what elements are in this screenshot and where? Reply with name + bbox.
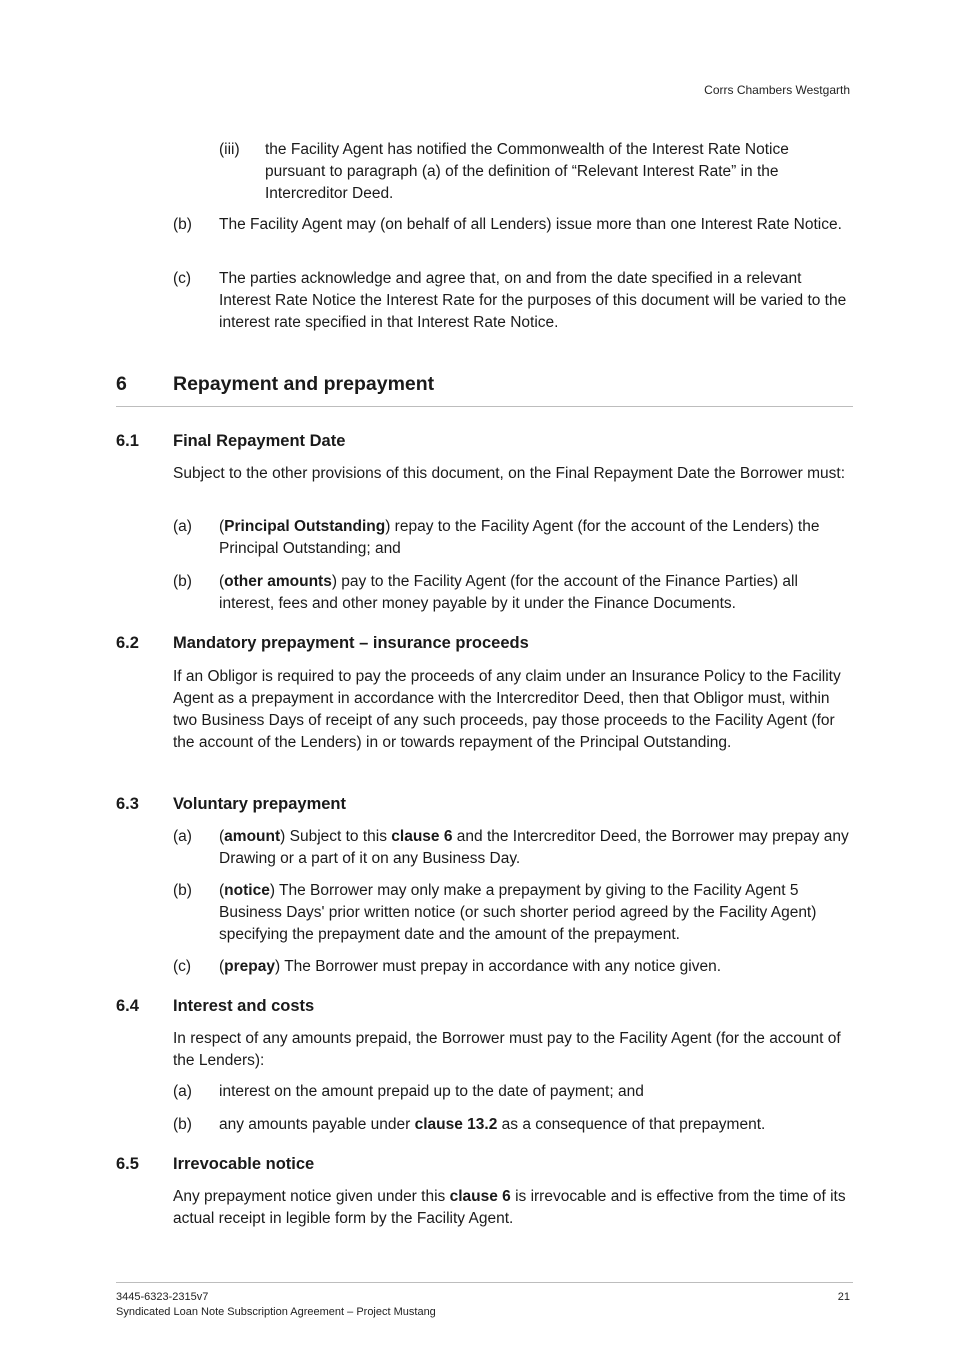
footer-doc-title: Syndicated Loan Note Subscription Agreement – Project Mustang bbox=[116, 1306, 436, 1318]
item-text: (other amounts) pay to the Facility Agent (for the account of the Finance Parties) all interest, fees and other money payable by it under the Finance Documents. bbox=[219, 573, 798, 612]
clause-number: 6.4 bbox=[116, 997, 139, 1015]
item-text: (notice) The Borrower may only make a prepayment by giving to the Facility Agent 5 Business Days' prior written notice (or such shorter period agreed by the Facility Agent) specifying the prepayment date and the amount of the prepayment. bbox=[219, 882, 817, 943]
clause-number: 6.3 bbox=[116, 795, 139, 813]
clause-title: Irrevocable notice bbox=[173, 1155, 315, 1173]
item-label: (b) bbox=[173, 573, 192, 590]
item-label: (a) bbox=[173, 828, 192, 845]
item-text: The Facility Agent may (on behalf of all Lenders) issue more than one Interest Rate Notice. bbox=[219, 216, 842, 233]
bold-term: amount bbox=[224, 828, 281, 845]
clause-reference: clause 6 bbox=[391, 828, 453, 845]
clause-title: Final Repayment Date bbox=[173, 432, 346, 450]
item-label: (b) bbox=[173, 1116, 192, 1133]
clause-reference: clause 13.2 bbox=[414, 1116, 498, 1133]
clause-body: If an Obligor is required to pay the proceeds of any claim under an Insurance Policy to the Facility Agent as a prepayment in accordance with the Intercreditor Deed, then that Obligor must, within two Business Days of receipt of any such proceeds, pay those proceeds to the Facility Agent (for the account of the Lenders) in or towards repayment of the Principal Outstanding. bbox=[173, 668, 841, 751]
clause-number: 6.2 bbox=[116, 634, 139, 652]
footer-doc-id: 3445-6323-2315v7 bbox=[116, 1291, 209, 1303]
item-label: (c) bbox=[173, 958, 192, 975]
item-label: (b) bbox=[173, 216, 192, 233]
clause-title: Voluntary prepayment bbox=[173, 795, 346, 813]
item-label: (a) bbox=[173, 518, 192, 535]
item-label: (b) bbox=[173, 882, 192, 899]
clause-number: 6.1 bbox=[116, 432, 139, 450]
clause-number: 6.5 bbox=[116, 1155, 139, 1173]
clause-title: Mandatory prepayment – insurance proceeds bbox=[173, 634, 529, 652]
footer-divider bbox=[116, 1282, 853, 1283]
item-label: (iii) bbox=[219, 141, 240, 158]
item-text: any amounts payable under clause 13.2 as a consequence of that prepayment. bbox=[219, 1116, 766, 1133]
bold-term: prepay bbox=[224, 958, 276, 975]
page-number: 21 bbox=[837, 1291, 850, 1303]
item-label: (c) bbox=[173, 270, 192, 287]
item-text: the Facility Agent has notified the Commonwealth of the Interest Rate Notice pursuant to paragraph (a) of the definition of “Relevant Interest Rate” in the Intercreditor Deed. bbox=[265, 141, 789, 202]
section-title: Repayment and prepayment bbox=[173, 373, 435, 395]
item-text: The parties acknowledge and agree that, on and from the date specified in a relevant Interest Rate Notice the Interest Rate for the purposes of this document will be varied to the interest rate specified in that Interest Rate Notice. bbox=[219, 270, 847, 331]
clause-body: Any prepayment notice given under this clause 6 is irrevocable and is effective from the time of its actual receipt in legible form by the Facility Agent. bbox=[173, 1188, 846, 1227]
bold-term: Principal Outstanding bbox=[224, 518, 386, 535]
bold-term: other amounts bbox=[224, 573, 332, 590]
item-text: (amount) Subject to this clause 6 and the Intercreditor Deed, the Borrower may prepay any Drawing or a part of it on any Business Day. bbox=[219, 828, 849, 867]
item-text: (prepay) The Borrower must prepay in accordance with any notice given. bbox=[219, 958, 722, 975]
clause-intro: In respect of any amounts prepaid, the Borrower must pay to the Facility Agent (for the account of the Lenders): bbox=[173, 1030, 841, 1069]
clause-reference: clause 6 bbox=[449, 1188, 511, 1205]
item-text: (Principal Outstanding) repay to the Facility Agent (for the account of the Lenders) the Principal Outstanding; and bbox=[219, 518, 820, 557]
item-label: (a) bbox=[173, 1083, 192, 1100]
item-text: interest on the amount prepaid up to the date of payment; and bbox=[219, 1083, 644, 1100]
clause-intro: Subject to the other provisions of this document, on the Final Repayment Date the Borrower must: bbox=[173, 465, 846, 482]
clause-title: Interest and costs bbox=[173, 997, 315, 1015]
section-number: 6 bbox=[116, 373, 127, 395]
section-divider bbox=[116, 406, 853, 407]
bold-term: notice bbox=[224, 882, 270, 899]
page-header-firm: Corrs Chambers Westgarth bbox=[704, 83, 850, 97]
